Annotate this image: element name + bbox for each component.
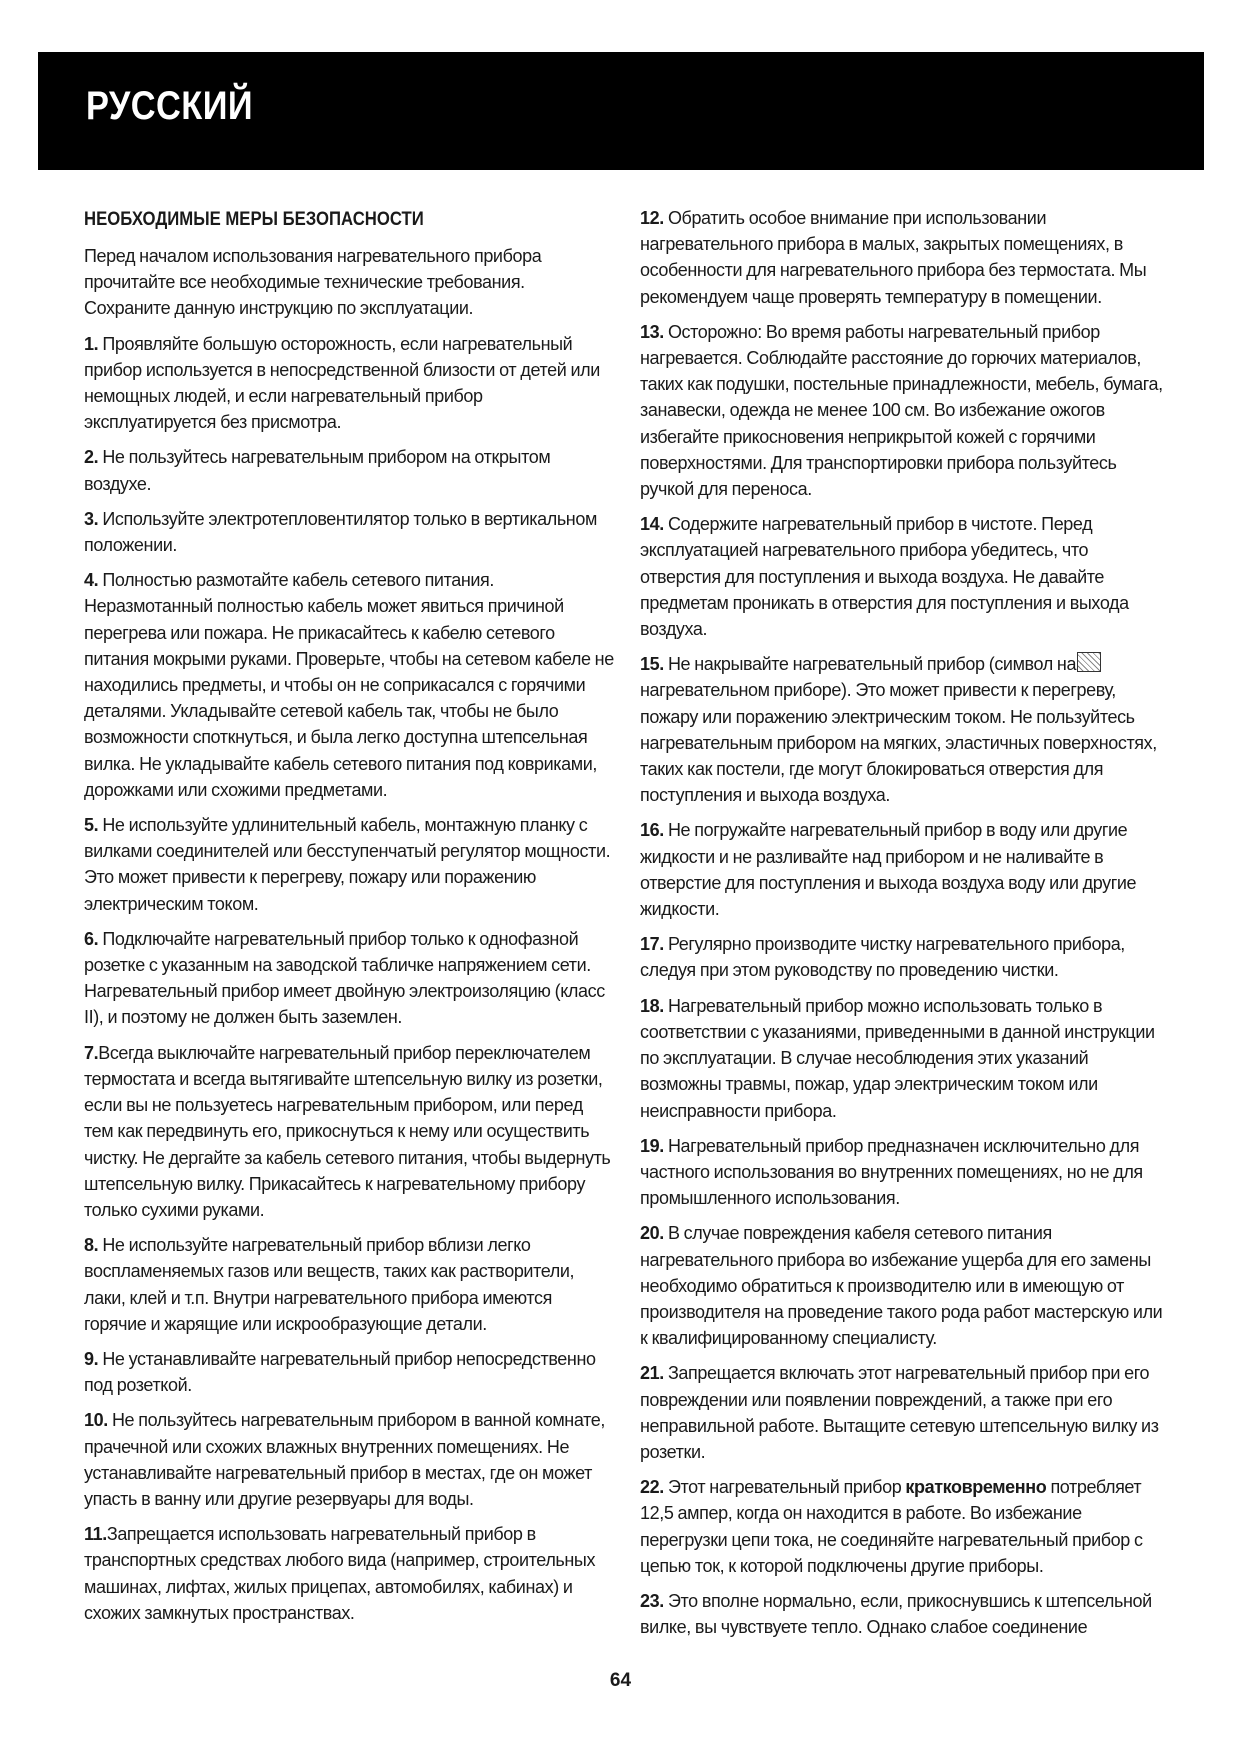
item-text: Используйте электротепловентилятор только в вертикальном положении. xyxy=(84,508,597,556)
item-number: 11. xyxy=(84,1524,107,1545)
safety-item-17 xyxy=(640,931,1170,983)
item-text: Не пользуйтесь нагревательным прибором на открытом воздухе. xyxy=(84,447,551,494)
item-number: 18. xyxy=(640,995,664,1016)
item-text: Содержите нагревательный прибор в чистоте. Перед эксплуатацией нагревательного прибора убедитесь, что отверстия для поступления и выхода воздуха. Не давайте предметам проникать в отверстия для поступления и выхода воздуха. xyxy=(640,514,1129,640)
safety-item-20 xyxy=(640,1220,1170,1351)
safety-item-16 xyxy=(640,817,1170,922)
right-column xyxy=(640,205,1170,1649)
item-text: Не используйте удлинительный кабель, монтажную планку с вилками соединителей или бесступенчатый регулятор мощности. Это может привести к перегреву, пожару или поражению электрическим током. xyxy=(84,815,611,914)
item-number: 17. xyxy=(640,934,664,955)
item-emphasis: кратковременно xyxy=(905,1477,1047,1498)
language-header-bar xyxy=(38,52,1204,170)
item-number: 7. xyxy=(84,1042,99,1063)
item-number: 6. xyxy=(84,928,99,949)
safety-item-9 xyxy=(84,1346,614,1398)
safety-item-5 xyxy=(84,812,614,917)
safety-item-4 xyxy=(84,567,614,803)
item-text: нагревательном приборе). Это может привести к перегреву, пожару или поражению электрическим током. Не пользуйтесь нагревательным прибором на мягких, эластичных поверхностях, таких как постели, где могут блокироваться отверстия для поступления и выхода воздуха. xyxy=(640,680,1157,806)
section-title: НЕОБХОДИМЫЕ МЕРЫ БЕЗОПАСНОСТИ xyxy=(84,209,424,230)
item-text: Подключайте нагревательный прибор только к однофазной розетке с указанным на заводской табличке напряжением сети. Нагревательный прибор имеет двойную электроизоляцию (класс II), и поэтому не должен быть заземлен. xyxy=(84,928,605,1028)
safety-item-23 xyxy=(640,1588,1170,1640)
item-number: 20. xyxy=(640,1223,664,1244)
item-text: Не погружайте нагревательный прибор в воду или другие жидкости и не разливайте над прибором и не наливайте в отверстие для поступления и выхода воздуха воду или другие жидкости. xyxy=(640,820,1137,920)
safety-item-18 xyxy=(640,993,1170,1124)
item-text: Не используйте нагревательный прибор вблизи легко воспламеняемых газов или веществ, таких как растворители, лаки, клей и т.п. Внутри нагревательного прибора имеются горячие и жарящие или искрообразующие детали. xyxy=(84,1235,575,1334)
item-number: 8. xyxy=(84,1235,99,1256)
item-text: Не накрывайте нагревательный прибор (символ на xyxy=(667,654,1077,675)
item-number: 12. xyxy=(640,208,664,228)
safety-item-12 xyxy=(640,205,1170,310)
item-text: Проявляйте большую осторожность, если нагревательный прибор используется в непосредственной близости от детей или немощных людей, и если нагревательный прибор эксплуатируется без присмотра. xyxy=(84,333,600,433)
safety-item-10 xyxy=(84,1407,614,1512)
item-number: 21. xyxy=(640,1363,664,1384)
item-number: 14. xyxy=(640,514,664,535)
item-text: Всегда выключайте нагревательный прибор переключателем термостата и всегда вытягивайте штепсельную вилку из розетки, если вы не пользуетесь нагревательным прибором, или перед тем как передвинуть его, прикоснуться к нему или осуществить чистку. Не дергайте за кабель сетевого питания, чтобы выдернуть штепсельную вилку. Прикасайтесь к нагревательному прибору только сухими руками. xyxy=(84,1042,611,1220)
item-text: Регулярно производите чистку нагревательного прибора, следуя при этом руководству по проведению чистки. xyxy=(640,934,1125,981)
safety-item-6 xyxy=(84,926,614,1031)
item-text: Полностью размотайте кабель сетевого питания. Неразмотанный полностью кабель может явиться причиной перегрева или пожара. Не прикасайтесь к кабелю сетевого питания мокрыми руками. Проверьте, чтобы на сетевом кабеле не находились предметы, и чтобы он не соприкасался с горячими деталями. Укладывайте сетевой кабель так, чтобы не было возможности споткнуться, и была легко доступна штепсельная вилка. Не укладывайте кабель сетевого питания под ковриками, дорожками или схожими предметами. xyxy=(84,570,614,800)
item-text: Запрещается использовать нагревательный прибор в транспортных средствах любого вида (например, строительных машинах, лифтах, жилых прицепах, автомобилях, кабинах) и схожих замкнутых пространствах. xyxy=(84,1524,596,1623)
safety-item-19 xyxy=(640,1133,1170,1212)
item-number: 4. xyxy=(84,570,99,591)
safety-item-22 xyxy=(640,1474,1170,1579)
item-number: 3. xyxy=(84,508,99,529)
safety-item-21 xyxy=(640,1360,1170,1465)
item-text: Нагревательный прибор можно использовать только в соответствии с указаниями, приведенными в данной инструкции по эксплуатации. В случае несоблюдения этих указаний возможны травмы, пожар, удар электрическим током или неисправности прибора. xyxy=(640,995,1155,1121)
safety-item-13 xyxy=(640,319,1170,502)
intro-paragraph: Перед началом использования нагревательного прибора прочитайте все необходимые технические требования. Сохраните данную инструкцию по эксплуатации. xyxy=(84,246,542,319)
item-text: Это вполне нормально, если, прикоснувшись к штепсельной вилке, вы чувствуете тепло. Однако слабое соединение xyxy=(640,1590,1152,1638)
item-text: В случае повреждения кабеля сетевого питания нагревательного прибора во избежание ущерба для его замены необходимо обратиться к производителю или в имеющую от производителя на проведение такого рода работ мастерскую или к квалифицированному специалисту. xyxy=(640,1223,1163,1349)
left-column xyxy=(84,205,614,1635)
safety-item-8 xyxy=(84,1232,614,1337)
item-number: 2. xyxy=(84,447,99,468)
language-title: РУССКИЙ xyxy=(86,84,254,128)
page-number: 64 xyxy=(609,1670,632,1691)
safety-item-3 xyxy=(84,506,614,558)
safety-item-11 xyxy=(84,1521,614,1626)
item-number: 22. xyxy=(640,1477,664,1498)
item-number: 10. xyxy=(84,1410,108,1431)
item-text: Нагревательный прибор предназначен исключительно для частного использования во внутренних помещениях, но не для промышленного использования. xyxy=(640,1135,1143,1209)
item-text: Этот нагревательный прибор xyxy=(667,1477,902,1498)
safety-item-15 xyxy=(640,651,1170,808)
item-number: 16. xyxy=(640,820,664,841)
item-text: Не пользуйтесь нагревательным прибором в ванной комнате, прачечной или схожих влажных внутренних помещениях. Не устанавливайте нагревательный прибор в местах, где он может упасть в ванну или другие резервуары для воды. xyxy=(84,1410,605,1509)
item-text: Не устанавливайте нагревательный прибор непосредственно под розеткой. xyxy=(84,1348,596,1396)
safety-item-14 xyxy=(640,511,1170,642)
item-number: 9. xyxy=(84,1348,99,1369)
item-number: 19. xyxy=(640,1135,664,1156)
item-number: 13. xyxy=(640,321,664,342)
item-text: Осторожно: Во время работы нагревательный прибор нагревается. Соблюдайте расстояние до горючих материалов, таких как подушки, постельные принадлежности, мебель, бумага, занавески, одежда не менее 100 см. Во избежание ожогов избегайте прикосновения неприкрытой кожей с горячими поверхностями. Для транспортировки прибора пользуйтесь ручкой для переноса. xyxy=(640,321,1163,500)
item-text: потребляет 12,5 ампер, когда он находится в работе. Во избежание перегрузки цепи тока, не соединяйте нагревательный прибор с цепью ток, к которой подключены другие приборы. xyxy=(640,1477,1143,1576)
safety-item-7 xyxy=(84,1040,614,1223)
item-text: Обратить особое внимание при использовании нагревательного прибора в малых, закрытых помещениях, в особенности для нагревательного прибора без термостата. Мы рекомендуем чаще проверять температуру в помещении. xyxy=(640,208,1147,307)
item-number: 23. xyxy=(640,1590,664,1611)
item-number: 5. xyxy=(84,815,99,836)
item-number: 15. xyxy=(640,654,664,675)
item-number: 1. xyxy=(84,333,99,354)
do-not-cover-symbol-icon xyxy=(1077,652,1101,672)
item-text: Запрещается включать этот нагревательный прибор при его повреждении или появлении повреждений, а также при его неправильной работе. Вытащите сетевую штепсельную вилку из розетки. xyxy=(640,1363,1159,1462)
safety-item-2 xyxy=(84,444,614,496)
safety-item-1 xyxy=(84,331,614,436)
